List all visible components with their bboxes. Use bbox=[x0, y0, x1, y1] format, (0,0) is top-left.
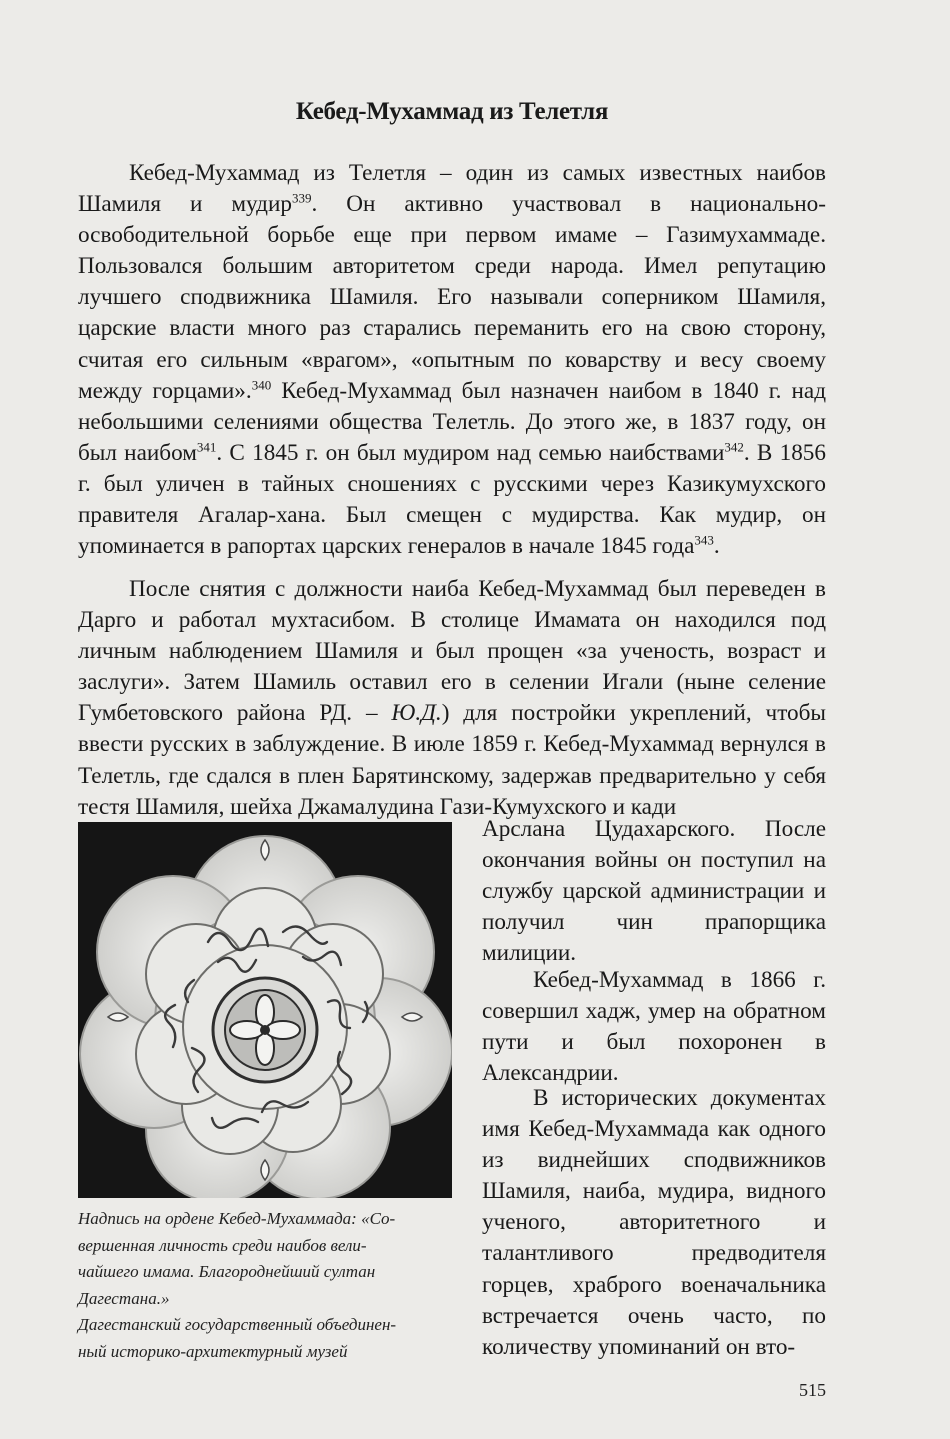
text: . Он активно участвовал в национально-освободительной борьбе еще при первом имаме – Газимухаммаде. Пользовался большим авторитетом среди народа. Имел репутацию лучшего сподвижника Шамиля. Его называли соперником Шамиля, царские власти много раз старались переманить его на свою сторону, считая его сильным «врагом», «опытным по коварству и весу своему между горцами». bbox=[78, 191, 826, 404]
text: . В 1856 г. был уличен в тайных сношениях с русскими через Казикумухского правителя Агалар-хана. Был смещен с мудирства. Как мудир, он упоминается в рапортах царских генералов в начале 1845 года bbox=[78, 439, 826, 560]
caption-line: Дагестанский государственный объединен- bbox=[78, 1315, 397, 1334]
paragraph-1 bbox=[78, 158, 826, 562]
text: Кебед-Мухаммад был назначен наибом в 1840 г. над небольшими селениями общества Телетль. До этого же, в 1837 году, он был наибом bbox=[78, 377, 826, 466]
order-photo bbox=[78, 822, 452, 1198]
footnote-ref: 339 bbox=[291, 190, 312, 206]
footnote-ref: 340 bbox=[251, 376, 272, 392]
paragraph-4: Кебед-Мухаммад в 1866 г. совершил хадж, умер на обратном пути и был похоронен в Александрии. bbox=[482, 967, 826, 1087]
text: . bbox=[713, 533, 720, 560]
section-title: Кебед-Мухаммад из Телетля bbox=[295, 98, 609, 125]
text: ) для постройки укреплений, чтобы ввести русских в заблуждение. В июле 1859 г. Кебед-Мухаммад вернулся в Телетль, где сдался в плен Барятинскому, задержав предварительно у себя тестя Шамиля, шейха Джамалудина Гази-Кумухского и кади bbox=[78, 700, 826, 820]
paragraph-2 bbox=[78, 574, 826, 823]
page-number: 515 bbox=[799, 1380, 826, 1400]
figure-caption bbox=[78, 1206, 438, 1365]
footnote-ref: 343 bbox=[694, 532, 714, 548]
footnote-ref: 342 bbox=[724, 439, 744, 455]
caption-line: ный историко-архитектурный музей bbox=[78, 1341, 348, 1361]
caption-line: Надпись на ордене Кебед-Мухаммада: «Со- bbox=[78, 1209, 396, 1228]
text: . С 1845 г. он был мудиром над семью наибствами bbox=[216, 439, 725, 466]
order-emblem-image bbox=[78, 822, 452, 1198]
caption-line: Дагестана.» bbox=[78, 1288, 170, 1308]
paragraph-5: В исторических документах имя Кебед-Мухаммада как одного из виднейших сподвижников Шамиля, наиба, мудира, видного ученого, авторитетного и талантливого предводителя горцев, храброго военачальника встречается очень часто, по количеству упоминаний он вто- bbox=[482, 1085, 826, 1360]
paragraph-3: Арслана Цудахарского. После окончания войны он поступил на службу царской администрации и получил чин прапорщика милиции. bbox=[482, 816, 826, 967]
text: После снятия с должности наиба Кебед-Мухаммад был переведен в Дарго и работал мухтасибом. В столице Имамата он находился под личным наблюдением Шамиля и был прощен «за ученость, возраст и заслуги». Затем Шамиль оставил его в селении Игали (ныне селение Гумбетовского района РД. – bbox=[78, 576, 826, 727]
caption-line: вершенная личность среди наибов вели- bbox=[78, 1235, 367, 1255]
caption-line: чайшего имама. Благороднейший султан bbox=[78, 1262, 376, 1281]
text: Кебед-Мухаммад из Телетля – один из самых известных наибов Шамиля и мудир bbox=[78, 160, 826, 218]
footnote-ref: 341 bbox=[196, 439, 217, 455]
author-initials: Ю.Д. bbox=[391, 700, 442, 727]
